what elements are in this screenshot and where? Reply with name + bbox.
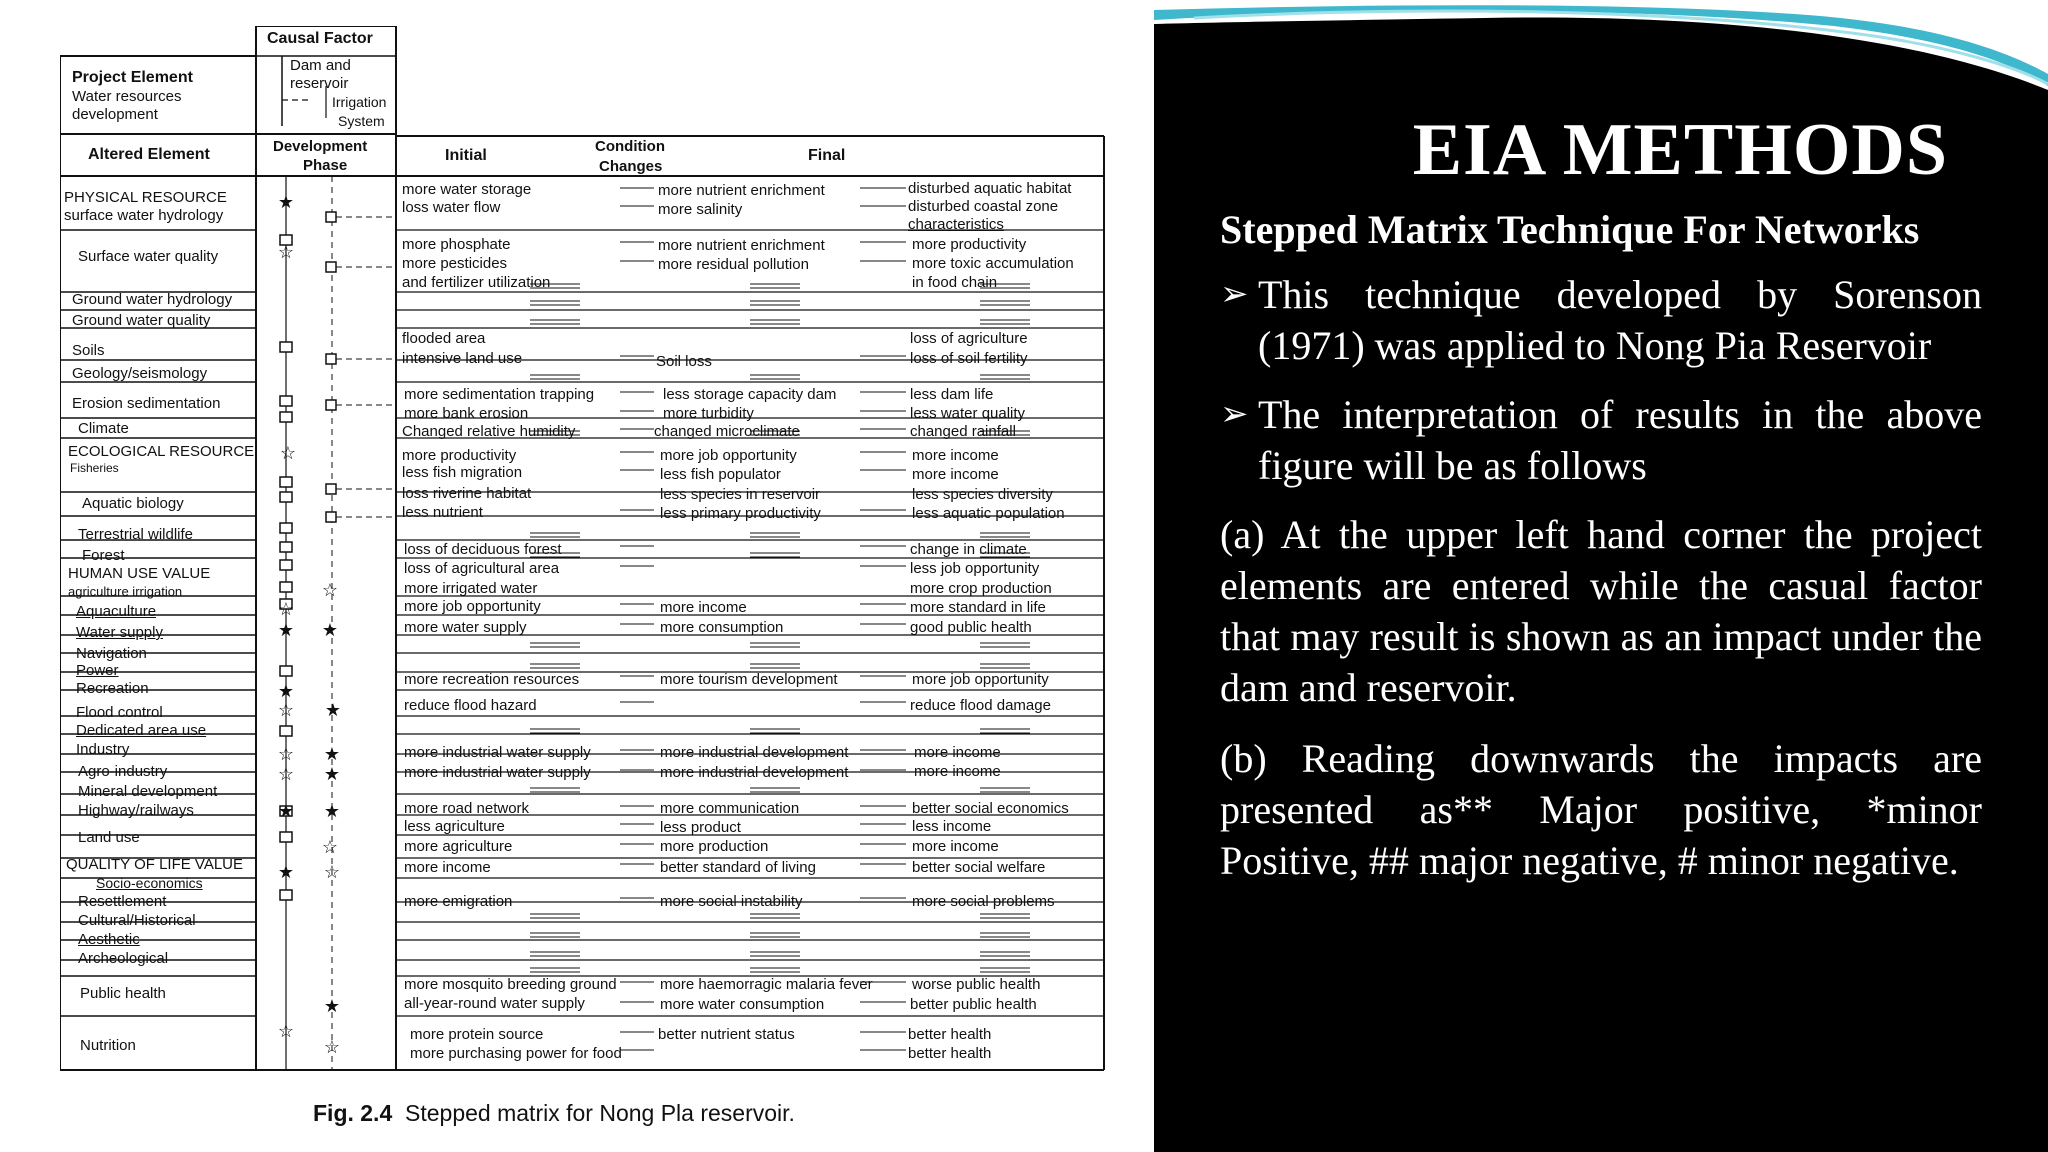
- ae-nutrition: Nutrition: [80, 1037, 136, 1054]
- altered-element-header: Altered Element: [88, 146, 210, 163]
- grid-marker: [280, 560, 292, 570]
- grid-marker: [326, 400, 336, 410]
- grid-marker: [280, 342, 292, 352]
- ae-ground-water-hydrology: Ground water hydrology: [72, 291, 233, 308]
- ae-power: Power: [76, 662, 119, 679]
- ae-human-use-value: HUMAN USE VALUE: [68, 565, 211, 582]
- final-24: better social economics: [912, 800, 1069, 817]
- ae-dedicated-area-use: Dedicated area use: [76, 722, 207, 739]
- caption-text: Stepped matrix for Nong Pla reservoir.: [405, 1100, 795, 1126]
- final-3: more productivity: [912, 236, 1027, 253]
- init-14: loss of deciduous forest: [404, 541, 562, 558]
- stepped-matrix-figure: [60, 26, 1112, 1071]
- major-positive-star-icon: ★: [323, 996, 341, 1016]
- ae-agro-industry: Agro-industry: [78, 763, 168, 780]
- grid-marker: [280, 396, 292, 406]
- final-18: more standard in life: [910, 599, 1046, 616]
- final-32: better health: [908, 1045, 992, 1062]
- dev-phase-line1: Development: [273, 138, 368, 155]
- slide-body: [1220, 204, 1982, 906]
- cond-6: more turbidity: [663, 405, 754, 422]
- init-3: more pesticides: [402, 255, 508, 272]
- init-16: more irrigated water: [404, 580, 538, 597]
- major-positive-star-icon: ★: [321, 620, 339, 640]
- ae-public-health: Public health: [80, 985, 166, 1002]
- final-27: better social welfare: [912, 859, 1046, 876]
- bullet-text: The interpretation of results in the above figure will be as follows: [1258, 392, 1982, 488]
- bullet-item: [1220, 389, 1982, 491]
- condition-header-2: Changes: [599, 158, 663, 175]
- final-13: less species diversity: [912, 486, 1053, 503]
- cond-10: less species in reservoir: [660, 486, 821, 503]
- condition-header-1: Condition: [595, 138, 665, 155]
- cond-13: more consumption: [660, 619, 784, 636]
- ae-navigation: Navigation: [76, 645, 147, 662]
- cond-22: more haemorragic malaria fever: [660, 976, 873, 993]
- cond-11: less primary productivity: [660, 505, 821, 522]
- grid-marker: [280, 726, 292, 736]
- final-1: disturbed coastal zone: [908, 198, 1059, 215]
- final-5: in food chain: [912, 274, 998, 291]
- grid-marker: [280, 832, 292, 842]
- figure-caption: [313, 1100, 795, 1127]
- ae-ecological-resource: ECOLOGICAL RESOURCE: [68, 443, 255, 460]
- grid-marker: [326, 354, 336, 364]
- grid-marker: [326, 484, 336, 494]
- project-element-line2: development: [72, 106, 158, 123]
- init-19: more recreation resources: [404, 671, 580, 688]
- major-positive-star-icon: ★: [277, 801, 295, 821]
- final-23: more income: [914, 763, 1001, 780]
- ae-agriculture-irrigation: agriculture irrigation: [68, 584, 183, 599]
- slide-panel: [1154, 0, 2048, 1152]
- init-6: intensive land use: [402, 350, 523, 367]
- arrow-bullet-icon: ➢: [1220, 396, 1249, 433]
- final-16: less job opportunity: [910, 560, 1040, 577]
- cond-23: more water consumption: [660, 996, 825, 1013]
- final-28: more social problems: [912, 893, 1055, 910]
- minor-positive-star-icon: ☆: [277, 1021, 295, 1041]
- final-8: less dam life: [910, 386, 994, 403]
- grid-marker: [326, 212, 336, 222]
- final-7: loss of soil fertility: [910, 350, 1028, 367]
- cond-0: more nutrient enrichment: [658, 182, 825, 199]
- init-12: loss riverine habitat: [402, 485, 532, 502]
- final-11: more income: [912, 447, 999, 464]
- minor-positive-star-icon: ☆: [277, 700, 295, 720]
- cond-20: better standard of living: [660, 859, 816, 876]
- cond-15: more industrial development: [660, 744, 849, 761]
- init-15: loss of agricultural area: [404, 560, 560, 577]
- project-element-line1: Water resources: [72, 88, 182, 105]
- ae-recreation: Recreation: [76, 680, 149, 697]
- grid-marker: [280, 477, 292, 487]
- cond-24: better nutrient status: [658, 1026, 795, 1043]
- initial-header: Initial: [445, 147, 487, 164]
- init-28: more mosquito breeding ground: [404, 976, 617, 993]
- ae-climate: Climate: [78, 420, 129, 437]
- final-31: better health: [908, 1026, 992, 1043]
- final-9: less water quality: [910, 405, 1026, 422]
- cf-dam: Dam and: [290, 57, 351, 74]
- grid-marker: [280, 666, 292, 676]
- init-24: less agriculture: [404, 818, 505, 835]
- slide-title: EIA METHODS: [1412, 109, 1948, 191]
- cond-4: Soil loss: [656, 353, 712, 370]
- paragraph-a: (a) At the upper left hand corner the project elements are entered while the casual factor that may result is shown as an impact under the dam and reservoir.: [1220, 512, 1982, 710]
- cond-1: more salinity: [658, 201, 743, 218]
- ae-aquatic-biology: Aquatic biology: [82, 495, 184, 512]
- final-14: less aquatic population: [912, 505, 1065, 522]
- ae-geology: Geology/seismology: [72, 365, 208, 382]
- major-positive-star-icon: ★: [323, 744, 341, 764]
- init-9: Changed relative humidity: [402, 423, 576, 440]
- minor-positive-star-icon: ☆: [321, 580, 339, 600]
- cond-3: more residual pollution: [658, 256, 809, 273]
- final-6: loss of agriculture: [910, 330, 1028, 347]
- init-27: more emigration: [404, 893, 513, 910]
- init-20: reduce flood hazard: [404, 697, 537, 714]
- cond-8: more job opportunity: [660, 447, 797, 464]
- final-22: more income: [914, 744, 1001, 761]
- major-positive-star-icon: ★: [324, 700, 342, 720]
- init-7: more sedimentation trapping: [404, 386, 595, 403]
- ae-ground-water-quality: Ground water quality: [72, 312, 211, 329]
- bullet-text: This technique developed by Sorenson (1971) was applied to Nong Pia Reservoir: [1258, 272, 1982, 368]
- final-4: more toxic accumulation: [912, 255, 1074, 272]
- caption-label: Fig. 2.4: [313, 1100, 393, 1126]
- cond-17: more communication: [660, 800, 800, 817]
- major-positive-star-icon: ★: [323, 764, 341, 784]
- cond-14: more tourism development: [660, 671, 838, 688]
- final-15: change in climate: [910, 541, 1027, 558]
- cond-12: more income: [660, 599, 747, 616]
- final-10: changed rainfall: [910, 423, 1016, 440]
- cond-19: more production: [660, 838, 769, 855]
- final-19: good public health: [910, 619, 1032, 636]
- major-positive-star-icon: ★: [277, 192, 295, 212]
- ae-mineral-development: Mineral development: [78, 783, 218, 800]
- major-positive-star-icon: ★: [277, 862, 295, 882]
- init-26: more income: [404, 859, 491, 876]
- ae-land-use: Land use: [78, 829, 140, 846]
- init-11: less fish migration: [402, 464, 523, 481]
- init-8: more bank erosion: [404, 405, 529, 422]
- init-4: and fertilizer utilization: [402, 274, 551, 291]
- final-20: more job opportunity: [912, 671, 1049, 688]
- grid-marker: [280, 542, 292, 552]
- init-25: more agriculture: [404, 838, 513, 855]
- minor-positive-star-icon: ☆: [277, 744, 295, 764]
- paragraph-b: (b) Reading downwards the impacts are presented as** Major positive, *minor Positive, ## major negative, # minor negative.: [1220, 736, 1982, 883]
- ae-quality-of-life-value: QUALITY OF LIFE VALUE: [66, 856, 243, 873]
- cond-18: less product: [660, 819, 741, 836]
- ae-terrestrial-wildlife: Terrestrial wildlife: [78, 526, 194, 543]
- cond-9: less fish populator: [660, 466, 781, 483]
- slide-subtitle: Stepped Matrix Technique For Networks: [1220, 207, 1920, 252]
- final-25: less income: [912, 818, 992, 835]
- init-2: more phosphate: [402, 236, 511, 253]
- major-positive-star-icon: ★: [277, 681, 295, 701]
- ae-aquaculture: Aquaculture: [76, 603, 157, 620]
- grid-marker: [280, 582, 292, 592]
- ae-flood-control: Flood control: [76, 704, 163, 721]
- ae-industry: Industry: [76, 741, 130, 758]
- final-12: more income: [912, 466, 999, 483]
- cf-irrigation: Irrigation: [332, 94, 387, 110]
- grid-marker: [280, 890, 292, 900]
- bullet-item: [1220, 269, 1982, 371]
- grid-marker: [326, 512, 336, 522]
- causal-factor-header: Causal Factor: [267, 30, 373, 47]
- init-31: more purchasing power for food: [410, 1045, 622, 1062]
- ae-cultural-historical: Cultural/Historical: [78, 912, 196, 929]
- ae-water-supply: Water supply: [76, 624, 163, 641]
- grid-marker: [280, 412, 292, 422]
- final-26: more income: [912, 838, 999, 855]
- minor-positive-star-icon: ☆: [277, 764, 295, 784]
- minor-positive-star-icon: ☆: [321, 837, 339, 857]
- cf-reservoir: reservoir: [290, 75, 349, 92]
- final-header: Final: [808, 147, 846, 164]
- cond-21: more social instability: [660, 893, 803, 910]
- final-30: better public health: [910, 996, 1037, 1013]
- project-element-title: Project Element: [72, 69, 193, 86]
- arrow-bullet-icon: ➢: [1220, 276, 1249, 313]
- init-0: more water storage: [402, 181, 532, 198]
- grid-marker: [326, 262, 336, 272]
- grid-marker: [280, 492, 292, 502]
- minor-positive-star-icon: ☆: [277, 599, 295, 619]
- minor-positive-star-icon: ☆: [323, 1037, 341, 1057]
- cf-system: System: [338, 113, 385, 129]
- ae-highway-railways: Highway/railways: [78, 802, 194, 819]
- init-21: more industrial water supply: [404, 744, 591, 761]
- ae-socio-economics: Socio-economics: [96, 875, 203, 891]
- cond-2: more nutrient enrichment: [658, 237, 825, 254]
- ae-physical-resource: PHYSICAL RESOURCE: [64, 189, 227, 206]
- minor-positive-star-icon: ☆: [277, 242, 295, 262]
- init-23: more road network: [404, 800, 530, 817]
- ae-surface-water-quality: Surface water quality: [78, 248, 219, 265]
- init-1: loss water flow: [402, 199, 501, 216]
- decorative-swoosh: [1154, 0, 2048, 90]
- final-21: reduce flood damage: [910, 697, 1051, 714]
- init-5: flooded area: [402, 330, 486, 347]
- ae-aesthetic: Aesthetic: [78, 931, 140, 948]
- grid-marker: [280, 523, 292, 533]
- cond-5: less storage capacity dam: [663, 386, 837, 403]
- init-10: more productivity: [402, 447, 517, 464]
- final-0: disturbed aquatic habitat: [908, 180, 1072, 197]
- final-29: worse public health: [912, 976, 1041, 993]
- ae-forest: Forest: [82, 547, 125, 564]
- final-17: more crop production: [910, 580, 1052, 597]
- ae-resettlement: Resettlement: [78, 893, 167, 910]
- init-13: less nutrient: [402, 504, 483, 521]
- dev-phase-line2: Phase: [303, 157, 348, 174]
- ae-erosion: Erosion sedimentation: [72, 395, 221, 412]
- ae-archeological: Archeological: [78, 950, 169, 967]
- ae-soils: Soils: [72, 342, 105, 359]
- major-positive-star-icon: ★: [277, 620, 295, 640]
- init-22: more industrial water supply: [404, 764, 591, 781]
- major-positive-star-icon: ★: [323, 801, 341, 821]
- ae-surface-water-hydrology: surface water hydrology: [64, 207, 224, 224]
- init-29: all-year-round water supply: [404, 995, 585, 1012]
- init-17: more job opportunity: [404, 598, 541, 615]
- init-30: more protein source: [410, 1026, 544, 1043]
- init-18: more water supply: [404, 619, 527, 636]
- cond-7: changed microclimate: [654, 423, 800, 440]
- ae-fisheries: Fisheries: [70, 461, 119, 475]
- final-2: characteristics: [908, 216, 1004, 233]
- cond-16: more industrial development: [660, 764, 849, 781]
- minor-positive-star-icon: ☆: [323, 862, 341, 882]
- minor-positive-star-icon: ☆: [279, 443, 297, 463]
